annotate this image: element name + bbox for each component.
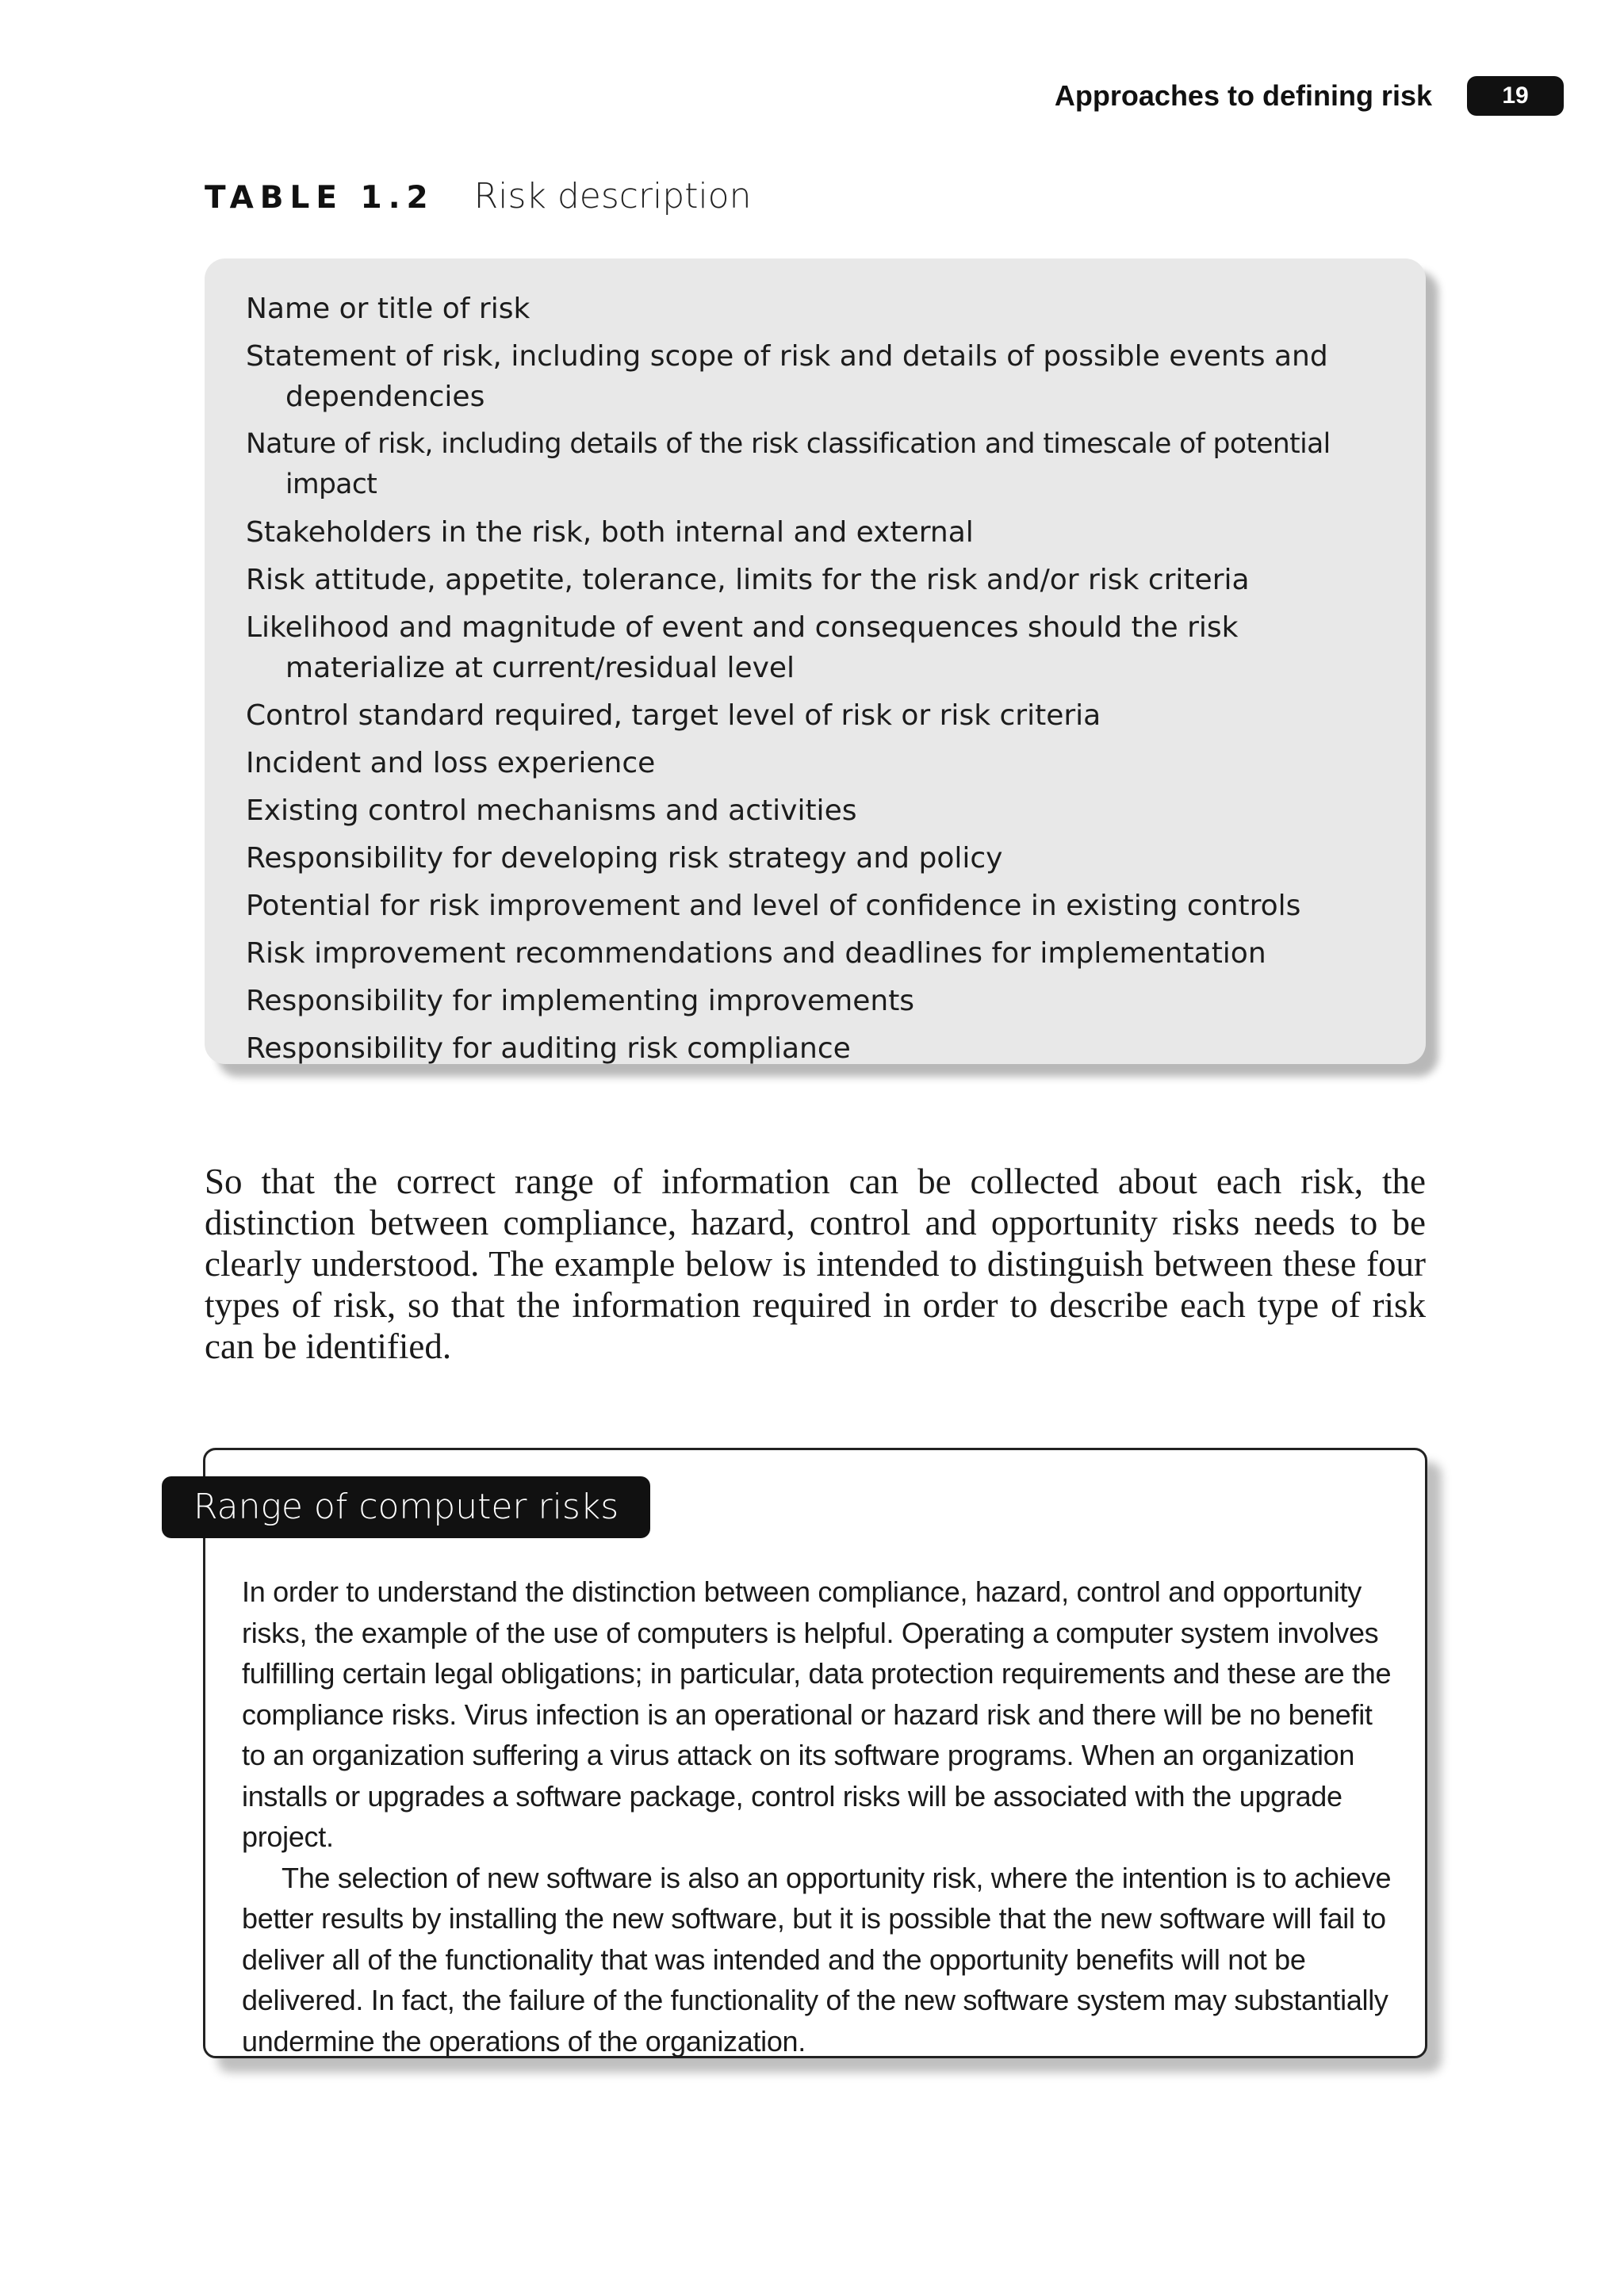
page-number: 19 [1467,76,1564,116]
table-label: TABLE 1.2 [205,180,435,216]
list-item: Incident and loss experience [246,747,656,779]
list-item: Risk improvement recommendations and deadlines for implementation [246,937,1266,970]
list-item: Potential for risk improvement and level of confidence in existing controls [246,890,1301,922]
list-item: Control standard required, target level of risk or risk criteria [246,699,1101,732]
list-item: Nature of risk, including details of the risk classification and timescale of potential impact [246,428,1331,500]
case-study-body [242,1571,1392,2061]
list-item: Responsibility for auditing risk compliance [246,1032,851,1065]
case-paragraph: In order to understand the distinction between compliance, hazard, control and opportunity risks, the example of the use of computers is helpful. Operating a computer system involves fulfilling certain legal obligations; in particular, data protection requirements and these are the compliance risks. Virus infection is an operational or hazard risk and there will be no benefit to an organization suffering a virus attack on its software programs. When an organization installs or upgrades a software package, control risks will be associated with the upgrade project. [242,1575,1392,1853]
list-item: Statement of risk, including scope of risk and details of possible events and dependencies [246,340,1328,413]
risk-list [246,289,1394,1069]
table-caption [205,176,752,216]
list-item: Responsibility for implementing improvements [246,985,915,1017]
list-item: Stakeholders in the risk, both internal and external [246,516,974,549]
risk-description-table [205,258,1426,1064]
list-item: Name or title of risk [246,293,530,325]
body-paragraph: So that the correct range of information can be collected about each risk, the distinction between compliance, hazard, control and opportunity risks needs to be clearly understood. The example below is intended to distinguish between these four types of risk, so that the information required in order to describe each type of risk can be identified. [205,1162,1426,1366]
table-title: Risk description [473,176,752,216]
running-header [1055,76,1564,116]
case-study-title: Range of computer risks [162,1476,650,1538]
list-item: Existing control mechanisms and activities [246,794,857,827]
case-paragraph: The selection of new software is also an opportunity risk, where the intention is to achieve better results by installing the new software, but it is possible that the new software will fail to deliver all of the functionality that was intended and the opportunity benefits will not be delivered. In fact, the failure of the functionality of the new software system may substantially undermine the operations of the organization. [242,1861,1392,2058]
list-item: Responsibility for developing risk strategy and policy [246,842,1003,875]
running-title: Approaches to defining risk [1054,79,1432,112]
list-item: Likelihood and magnitude of event and consequences should the risk materialize at current/residual level [246,611,1239,684]
list-item: Risk attitude, appetite, tolerance, limits for the risk and/or risk criteria [246,564,1250,596]
